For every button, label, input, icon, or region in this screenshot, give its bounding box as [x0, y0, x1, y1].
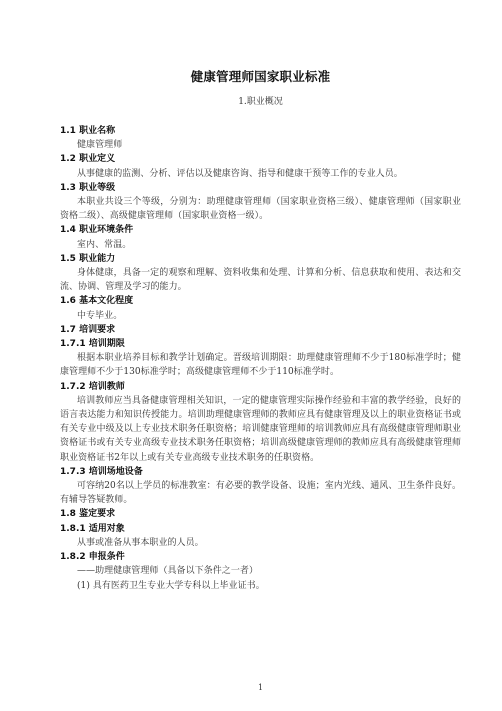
- section-body: 从事健康的监测、分析、评估以及健康咨询、指导和健康干预等工作的专业人员。: [77, 168, 403, 179]
- section-heading: 1.5 职业能力: [60, 253, 116, 264]
- section-body: ——助理健康管理师（具备以下条件之一者）: [77, 566, 259, 577]
- section-body: 中专毕业。: [77, 310, 123, 321]
- document-title: 健康管理师国家职业标准: [190, 69, 331, 84]
- section-body: (1) 具有医药卫生专业大学专科以上毕业证书。: [77, 580, 265, 591]
- section-body: 本职业共设三个等级，分别为：助理健康管理师（国家职业资格三级）、健康管理师（国家职业资格二级）、高级健康管理师（国家职业资格一级）。: [60, 197, 461, 222]
- section-body: 根据本职业培养目标和教学计划确定。晋级培训期限：助理健康管理师不少于180标准学时；健康管理师不少于130标准学时；高级健康管理师不少于110标准学时。: [60, 353, 461, 378]
- section-heading: 1.7.3 培训场地设备: [60, 466, 143, 477]
- section-body: 室内、常温。: [77, 239, 132, 250]
- section-body: 健康管理师: [77, 140, 123, 151]
- document-page: [60, 0, 461, 711]
- document-body: [60, 124, 461, 593]
- page-number: 1: [257, 683, 264, 692]
- section-heading: 1.7.2 培训教师: [60, 381, 125, 392]
- section-heading: 1.8.2 申报条件: [60, 552, 125, 563]
- section-body: 培训教师应当具备健康管理相关知识，一定的健康管理实际操作经验和丰富的教学经验，良好的语言表达能力和知识传授能力。培训助理健康管理师的教师应具有健康管理及以上的职业资格证书或有关专业中级及以上专业技术职务任职资格；培训健康管理师的培训教师应具有高级健康管理师职业资格证书或有关专业高级专业技术职务任职资格；培训高级健康管理师的教师应具有高级健康管理师职业资格证书2年以上或有关专业高级专业技术职务的任职资格。: [60, 395, 461, 463]
- section-body: 身体健康，具备一定的观察和理解、资料收集和处理、计算和分析、信息获取和使用、表达和交流、协调、管理及学习的能力。: [60, 268, 461, 293]
- section-heading: 1.7.1 培训期限: [60, 339, 125, 350]
- section-heading: 1.4 职业环境条件: [60, 225, 134, 236]
- document-subtitle: 1.职业概况: [238, 97, 283, 107]
- section-body: 可容纳20名以上学员的标准教室：有必要的教学设备、设施；室内光线、通风、卫生条件良好。有辅导答疑教师。: [60, 481, 461, 506]
- section-heading: 1.7 培训要求: [60, 324, 116, 335]
- section-heading: 1.8 鉴定要求: [60, 509, 116, 520]
- section-heading: 1.2 职业定义: [60, 154, 116, 165]
- section-heading: 1.3 职业等级: [60, 182, 116, 193]
- section-heading: 1.6 基本文化程度: [60, 296, 134, 307]
- section-body: 从事或准备从事本职业的人员。: [77, 537, 204, 548]
- section-heading: 1.8.1 适用对象: [60, 523, 125, 534]
- section-heading: 1.1 职业名称: [60, 126, 116, 136]
